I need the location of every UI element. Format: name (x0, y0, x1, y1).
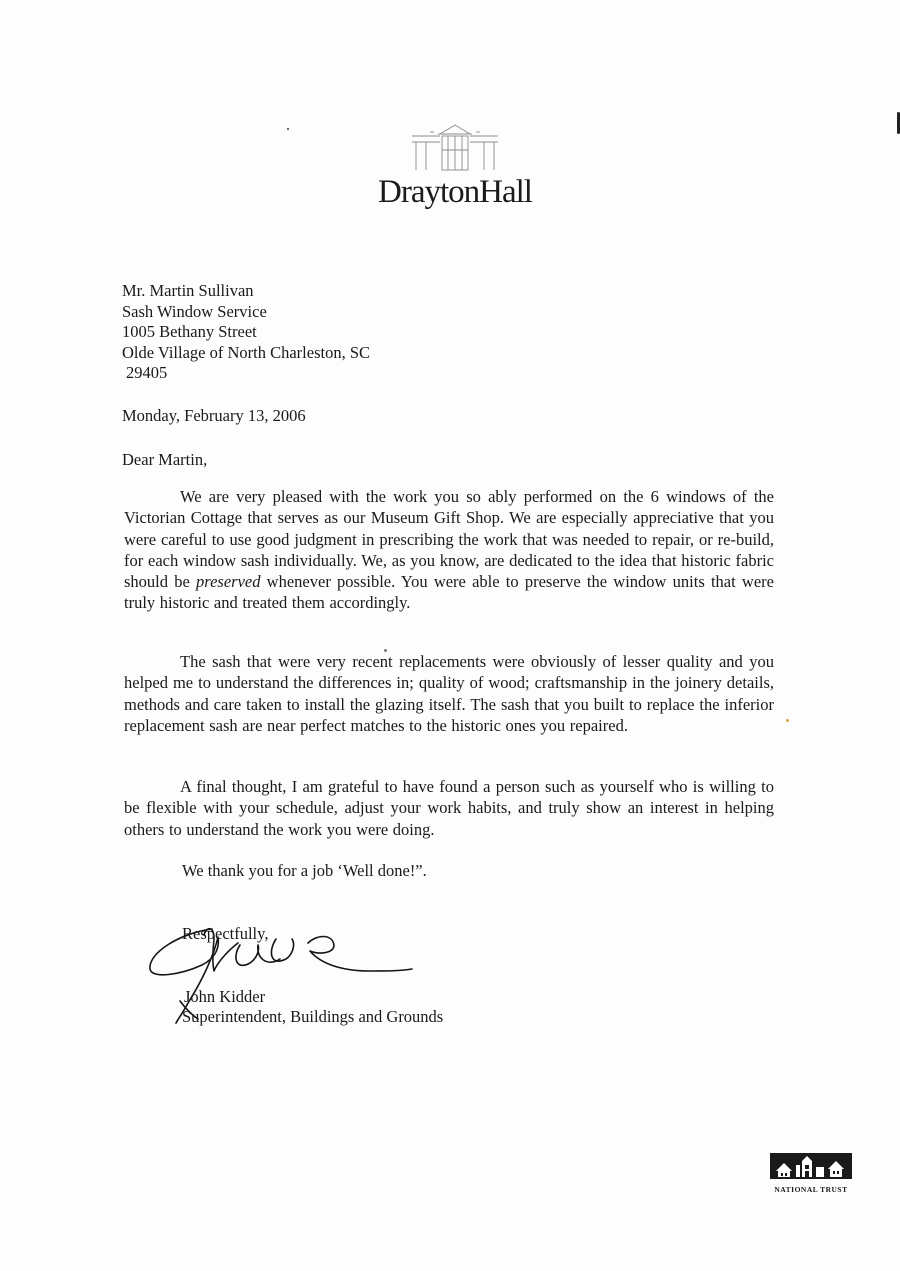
signer-title: Superintendent, Buildings and Grounds (182, 1007, 444, 1026)
recipient-zip: 29405 (126, 363, 168, 382)
recipient-street: 1005 Bethany Street (122, 322, 257, 341)
scan-speck (786, 719, 789, 722)
national-trust-logo (768, 1153, 854, 1194)
closing: Respectfully, (182, 924, 269, 943)
house-icon (410, 120, 500, 172)
recipient-company: Sash Window Service (122, 301, 267, 321)
body-paragraph-2: The sash that were very recent replacements were obviously of lesser quality and you helped me to understand the differences in; quality of wood; craftsmanship in the joinery details, methods and care taken to install the glazing itself. The sash that you built to replace the inferior replacement sash are near perfect matches to the historic ones you repaired. (124, 652, 774, 735)
emphasized-word: preserved (196, 572, 261, 592)
recipient-address (122, 281, 370, 384)
recipient-name: Mr. Martin Sullivan (122, 281, 254, 300)
organization-name: DraytonHall (378, 174, 532, 210)
paragraph-1-text-end: whenever possible. You were able to preserve the window units that were truly historic and treated them accordingly. (124, 572, 774, 613)
salutation: Dear Martin, (122, 450, 208, 469)
body-paragraph-1 (124, 486, 774, 614)
letter-date: Monday, February 13, 2006 (122, 406, 306, 425)
national-trust-logo-icon (770, 1153, 852, 1179)
body-paragraph-3: A final thought, I am grateful to have found a person such as yourself who is willing to be flexible with your schedule, adjust your work habits, and truly show an interest in helping others to understand the work you were doing. (124, 777, 774, 839)
scan-speck (287, 128, 289, 130)
recipient-city: Olde Village of North Charleston, SC (122, 342, 371, 362)
signer-name: John Kidder (184, 987, 266, 1006)
national-trust-label: NATIONAL TRUST (774, 1185, 848, 1194)
thanks-line: We thank you for a job ‘Well done!”. (182, 861, 427, 880)
letterhead (360, 120, 550, 211)
paragraph-1-text-start: We are very pleased with the work you so ably performed on the 6 windows of the Victorian Cottage that serves as our Museum Gift Shop. We are especially appreciative that you were careful to use good judgment in prescribing the work that was needed to repair, or re-build, for each window sash individually. We, as you know, are dedicated to the idea that historic fabric should be (124, 487, 774, 592)
